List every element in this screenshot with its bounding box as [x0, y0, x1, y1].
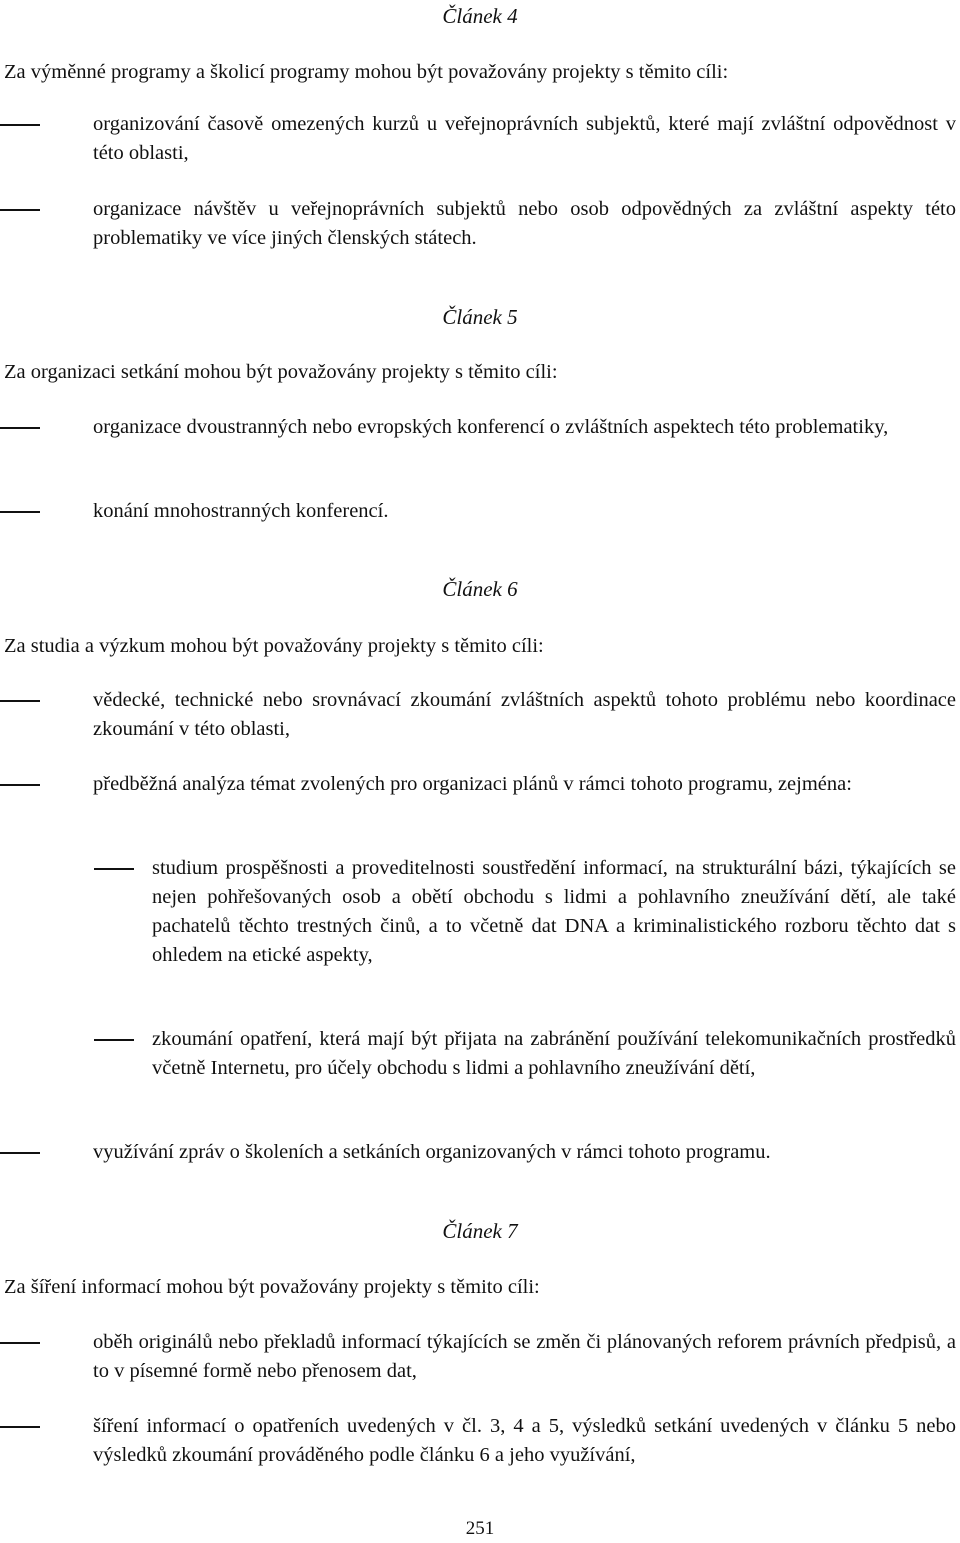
- article-4-intro: Za výměnné programy a školicí programy mohou být považovány projekty s těmito cíli:: [4, 61, 729, 83]
- article-6-heading: Článek 6: [442, 577, 518, 601]
- dash-bullet: [0, 427, 40, 429]
- item-text: konání mnohostranných konferencí.: [93, 500, 389, 522]
- dash-bullet: [94, 1039, 134, 1041]
- dash-bullet: [0, 1152, 40, 1154]
- article-5-intro: Za organizaci setkání mohou být považovány projekty s těmito cíli:: [4, 361, 558, 383]
- dash-bullet: [0, 511, 40, 513]
- article-5-heading: Článek 5: [442, 305, 518, 329]
- item-text: oběh originálů nebo překladů informací týkajících se změn či plánovaných reforem právních předpisů, a to v písemné formě nebo přenosem dat,: [93, 1331, 956, 1382]
- article-4-heading: Článek 4: [442, 4, 518, 28]
- subitem-text: zkoumání opatření, která mají být přijata na zabránění používání telekomunikačních prostředků včetně Internetu, pro účely obchodu s lidmi a pohlavního zneužívání dětí,: [152, 1028, 956, 1079]
- item-text: vědecké, technické nebo srovnávací zkoumání zvláštních aspektů tohoto problému nebo koordinace zkoumání v této oblasti,: [93, 689, 956, 740]
- dash-bullet: [0, 784, 40, 786]
- subitem-text: studium prospěšnosti a proveditelnosti soustředění informací, na strukturální bázi, týkajících se nejen pohřešovaných osob a obětí obchodu s lidmi a pohlavního zneužívání dětí, ale také pachatelů těchto trestných činů, a to včetně dat DNA a kriminalistického rozboru těchto dat s ohledem na etické aspekty,: [152, 857, 956, 966]
- dash-bullet: [0, 124, 40, 126]
- item-text: organizace dvoustranných nebo evropských konferencí o zvláštních aspektech této problematiky,: [93, 416, 889, 438]
- dash-bullet: [0, 209, 40, 211]
- dash-bullet: [0, 1426, 40, 1428]
- item-text: využívání zpráv o školeních a setkáních organizovaných v rámci tohoto programu.: [93, 1141, 771, 1163]
- dash-bullet: [0, 1342, 40, 1344]
- page-number: 251: [465, 1518, 495, 1539]
- article-7-heading: Článek 7: [442, 1219, 518, 1243]
- item-text: šíření informací o opatřeních uvedených v čl. 3, 4 a 5, výsledků setkání uvedených v článku 5 nebo výsledků zkoumání prováděného podle článku 6 a jeho využívání,: [93, 1415, 956, 1466]
- item-text: organizace návštěv u veřejnoprávních subjektů nebo osob odpovědných za zvláštní aspekty této problematiky ve více jiných členských státech.: [93, 198, 956, 249]
- dash-bullet: [0, 700, 40, 702]
- dash-bullet: [94, 868, 134, 870]
- article-7-intro: Za šíření informací mohou být považovány projekty s těmito cíli:: [4, 1276, 540, 1298]
- item-text: předběžná analýza témat zvolených pro organizaci plánů v rámci tohoto programu, zejména:: [93, 773, 852, 795]
- article-6-intro: Za studia a výzkum mohou být považovány projekty s těmito cíli:: [4, 635, 544, 657]
- item-text: organizování časově omezených kurzů u veřejnoprávních subjektů, které mají zvláštní odpovědnost v této oblasti,: [93, 113, 956, 164]
